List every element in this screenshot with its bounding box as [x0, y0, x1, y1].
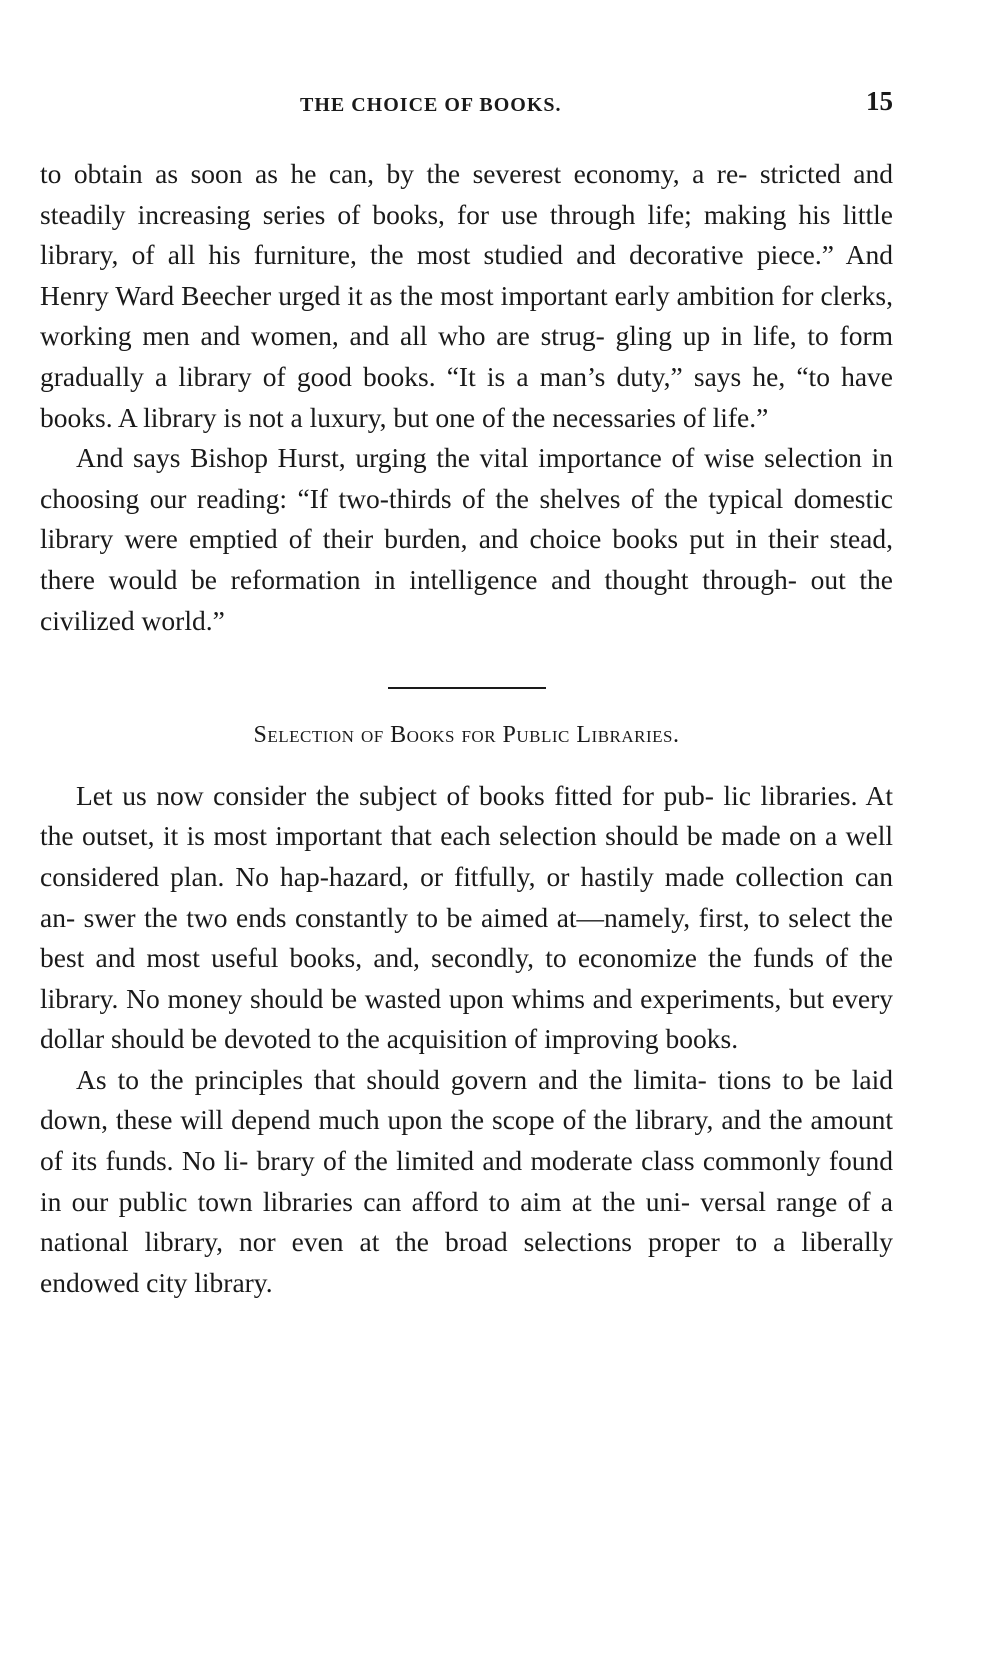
paragraph-continued: to obtain as soon as he can, by the severest economy, a re- stricted and steadily increasing series of books, for use through life; making his little library, of all his furniture, the most studied and decorative piece.” And Henry Ward Beecher urged it as the most important early ambition for clerks, working men and women, and all who are strug- gling up in life, to form gradually a library of good books. “It is a man’s duty,” says he, “to have books. A library is not a luxury, but one of the necessaries of life.”	[40, 158, 893, 433]
running-title: THE CHOICE OF BOOKS.	[300, 94, 562, 116]
running-head	[40, 82, 893, 122]
paragraph-public-libraries: Let us now consider the subject of books fitted for pub- lic libraries. At the outset, it is most important that each selection should be made on a well considered plan. No hap-hazard, or fitfully, or hastily made collection can an- swer the two ends constantly to be aimed at—namely, first, to select the best and most useful books, and, secondly, to economize the funds of the library. No money should be wasted upon whims and experiments, but every dollar should be devoted to the acquisition of improving books.	[40, 779, 893, 1055]
body-text	[40, 154, 893, 1303]
section-heading: Selection of Books for Public Libraries.	[253, 722, 680, 749]
paragraph-bishop-hurst: And says Bishop Hurst, urging the vital importance of wise selection in choosing our reading: “If two-thirds of the shelves of the typical domestic library were emptied of their burden, and choice books put in their stead, there would be reformation in intelligence and thought through- out the civilized world.”	[40, 442, 893, 636]
section-divider-rule	[388, 687, 546, 689]
page-number: 15	[866, 86, 893, 116]
paragraph-principles: As to the principles that should govern and the limita- tions to be laid down, these will depend much upon the scope of the library, and the amount of its funds. No li- brary of the limited and moderate class commonly found in our public town libraries can afford to aim at the uni- versal range of a national library, nor even at the broad selections proper to a liberally endowed city library.	[40, 1063, 893, 1298]
